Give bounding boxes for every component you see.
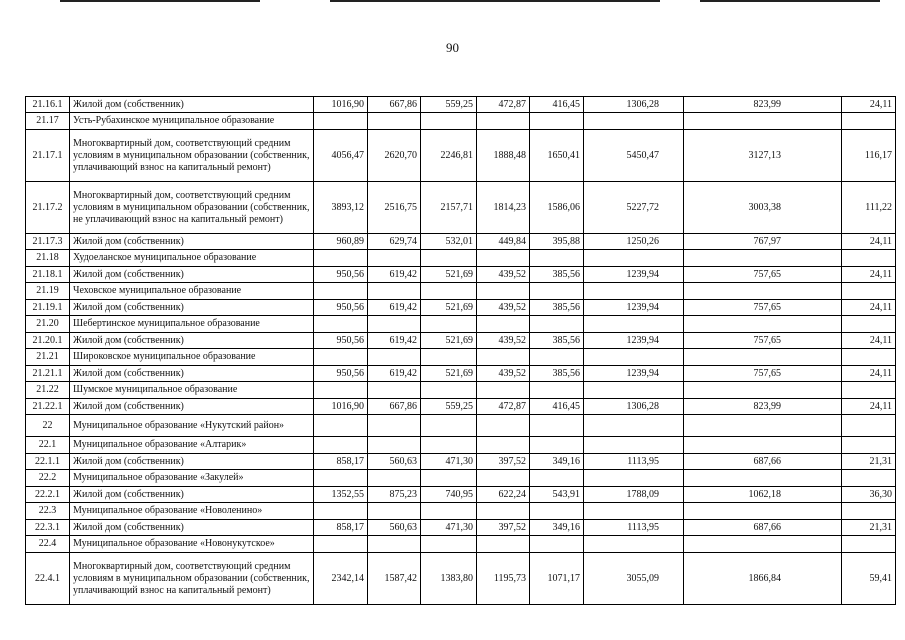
value-cell-7: 823,99 — [684, 97, 842, 113]
empty-cell — [314, 415, 368, 437]
value-cell-5: 385,56 — [530, 300, 584, 316]
value-cell-5: 1071,17 — [530, 553, 584, 605]
row-code: 22.1 — [26, 437, 70, 454]
row-code: 21.18 — [26, 250, 70, 267]
row-description: Жилой дом (собственник) — [70, 399, 314, 415]
table-row — [26, 470, 896, 487]
empty-cell — [477, 437, 530, 454]
empty-cell — [684, 113, 842, 130]
empty-cell — [477, 503, 530, 520]
row-description: Многоквартирный дом, соответствующий средним условиям в муниципальном образовании (собственник, не уплачивающий взнос на капитальный ремонт) — [70, 182, 314, 234]
empty-cell — [684, 470, 842, 487]
value-cell-4: 439,52 — [477, 333, 530, 349]
row-code: 21.22 — [26, 382, 70, 399]
empty-cell — [684, 437, 842, 454]
table-row — [26, 113, 896, 130]
value-cell-1: 950,56 — [314, 333, 368, 349]
empty-cell — [842, 536, 896, 553]
table-row — [26, 399, 896, 415]
value-cell-3: 521,69 — [421, 267, 477, 283]
table-row — [26, 503, 896, 520]
value-cell-7: 687,66 — [684, 454, 842, 470]
value-cell-5: 385,56 — [530, 333, 584, 349]
value-cell-6: 1239,94 — [584, 300, 684, 316]
empty-cell — [684, 349, 842, 366]
row-code: 21.18.1 — [26, 267, 70, 283]
value-cell-2: 619,42 — [368, 333, 421, 349]
value-cell-4: 472,87 — [477, 97, 530, 113]
empty-cell — [368, 503, 421, 520]
value-cell-1: 1352,55 — [314, 487, 368, 503]
row-municipality: Муниципальное образование «Закулей» — [70, 470, 314, 487]
row-code: 21.19.1 — [26, 300, 70, 316]
row-description: Жилой дом (собственник) — [70, 234, 314, 250]
value-cell-2: 667,86 — [368, 399, 421, 415]
row-municipality: Муниципальное образование «Нукутский район» — [70, 415, 314, 437]
empty-cell — [584, 382, 684, 399]
value-cell-6: 1250,26 — [584, 234, 684, 250]
value-cell-2: 667,86 — [368, 97, 421, 113]
value-cell-5: 385,56 — [530, 267, 584, 283]
empty-cell — [584, 316, 684, 333]
row-municipality: Муниципальное образование «Алтарик» — [70, 437, 314, 454]
empty-cell — [314, 349, 368, 366]
table-row — [26, 415, 896, 437]
empty-cell — [684, 382, 842, 399]
value-cell-7: 757,65 — [684, 333, 842, 349]
table-row — [26, 437, 896, 454]
empty-cell — [421, 382, 477, 399]
empty-cell — [368, 415, 421, 437]
value-cell-3: 559,25 — [421, 97, 477, 113]
row-description: Жилой дом (собственник) — [70, 487, 314, 503]
row-code: 21.17.1 — [26, 130, 70, 182]
value-cell-5: 349,16 — [530, 520, 584, 536]
value-cell-3: 1383,80 — [421, 553, 477, 605]
row-municipality: Широковское муниципальное образование — [70, 349, 314, 366]
empty-cell — [421, 316, 477, 333]
empty-cell — [684, 536, 842, 553]
value-cell-2: 875,23 — [368, 487, 421, 503]
empty-cell — [477, 470, 530, 487]
value-cell-3: 521,69 — [421, 300, 477, 316]
empty-cell — [584, 536, 684, 553]
empty-cell — [842, 415, 896, 437]
tariff-table — [25, 96, 896, 605]
value-cell-4: 1888,48 — [477, 130, 530, 182]
value-cell-6: 1239,94 — [584, 267, 684, 283]
empty-cell — [530, 382, 584, 399]
value-cell-4: 1195,73 — [477, 553, 530, 605]
value-cell-1: 858,17 — [314, 454, 368, 470]
empty-cell — [530, 250, 584, 267]
empty-cell — [368, 349, 421, 366]
table-row — [26, 182, 896, 234]
row-code: 22.2 — [26, 470, 70, 487]
row-code: 21.19 — [26, 283, 70, 300]
empty-cell — [314, 113, 368, 130]
value-cell-7: 757,65 — [684, 300, 842, 316]
value-cell-5: 1650,41 — [530, 130, 584, 182]
value-cell-6: 1788,09 — [584, 487, 684, 503]
row-code: 21.17.3 — [26, 234, 70, 250]
value-cell-3: 2157,71 — [421, 182, 477, 234]
table-row — [26, 316, 896, 333]
value-cell-1: 950,56 — [314, 300, 368, 316]
value-cell-3: 740,95 — [421, 487, 477, 503]
table-row — [26, 536, 896, 553]
table-row — [26, 454, 896, 470]
value-cell-7: 767,97 — [684, 234, 842, 250]
table-row — [26, 333, 896, 349]
value-cell-5: 1586,06 — [530, 182, 584, 234]
row-code: 22.1.1 — [26, 454, 70, 470]
empty-cell — [477, 316, 530, 333]
value-cell-8: 21,31 — [842, 520, 896, 536]
value-cell-2: 619,42 — [368, 366, 421, 382]
value-cell-8: 36,30 — [842, 487, 896, 503]
value-cell-3: 532,01 — [421, 234, 477, 250]
value-cell-1: 858,17 — [314, 520, 368, 536]
empty-cell — [530, 316, 584, 333]
empty-cell — [477, 382, 530, 399]
empty-cell — [530, 415, 584, 437]
value-cell-6: 3055,09 — [584, 553, 684, 605]
value-cell-8: 116,17 — [842, 130, 896, 182]
table-row — [26, 349, 896, 366]
row-code: 21.17.2 — [26, 182, 70, 234]
value-cell-3: 471,30 — [421, 520, 477, 536]
value-cell-6: 5227,72 — [584, 182, 684, 234]
value-cell-8: 24,11 — [842, 366, 896, 382]
value-cell-8: 24,11 — [842, 333, 896, 349]
empty-cell — [421, 415, 477, 437]
empty-cell — [368, 382, 421, 399]
row-code: 22.4.1 — [26, 553, 70, 605]
value-cell-5: 416,45 — [530, 399, 584, 415]
row-municipality: Чеховское муниципальное образование — [70, 283, 314, 300]
empty-cell — [684, 316, 842, 333]
row-municipality: Усть-Рубахинское муниципальное образование — [70, 113, 314, 130]
empty-cell — [584, 470, 684, 487]
row-code: 21.16.1 — [26, 97, 70, 113]
empty-cell — [421, 349, 477, 366]
table-body — [26, 97, 896, 605]
value-cell-5: 395,88 — [530, 234, 584, 250]
value-cell-7: 1866,84 — [684, 553, 842, 605]
empty-cell — [530, 470, 584, 487]
empty-cell — [584, 250, 684, 267]
empty-cell — [314, 437, 368, 454]
empty-cell — [314, 250, 368, 267]
empty-cell — [314, 316, 368, 333]
row-code: 21.17 — [26, 113, 70, 130]
empty-cell — [684, 283, 842, 300]
table-row — [26, 130, 896, 182]
empty-cell — [421, 113, 477, 130]
value-cell-7: 757,65 — [684, 267, 842, 283]
empty-cell — [584, 503, 684, 520]
value-cell-2: 560,63 — [368, 520, 421, 536]
value-cell-1: 1016,90 — [314, 399, 368, 415]
empty-cell — [842, 349, 896, 366]
empty-cell — [368, 113, 421, 130]
row-description: Жилой дом (собственник) — [70, 454, 314, 470]
value-cell-8: 24,11 — [842, 234, 896, 250]
empty-cell — [477, 415, 530, 437]
value-cell-2: 560,63 — [368, 454, 421, 470]
value-cell-7: 687,66 — [684, 520, 842, 536]
row-description: Жилой дом (собственник) — [70, 520, 314, 536]
row-municipality: Шебертинское муниципальное образование — [70, 316, 314, 333]
value-cell-8: 59,41 — [842, 553, 896, 605]
value-cell-3: 471,30 — [421, 454, 477, 470]
value-cell-3: 521,69 — [421, 333, 477, 349]
value-cell-6: 1113,95 — [584, 520, 684, 536]
empty-cell — [684, 415, 842, 437]
scan-top-edge-line — [700, 0, 880, 2]
value-cell-4: 622,24 — [477, 487, 530, 503]
value-cell-4: 439,52 — [477, 267, 530, 283]
empty-cell — [842, 113, 896, 130]
value-cell-4: 397,52 — [477, 454, 530, 470]
row-municipality: Шумское муниципальное образование — [70, 382, 314, 399]
table-row — [26, 487, 896, 503]
value-cell-7: 3127,13 — [684, 130, 842, 182]
value-cell-2: 2516,75 — [368, 182, 421, 234]
value-cell-3: 2246,81 — [421, 130, 477, 182]
scan-top-edge-line — [330, 0, 660, 2]
value-cell-5: 543,91 — [530, 487, 584, 503]
empty-cell — [842, 382, 896, 399]
row-municipality: Муниципальное образование «Новонукутское» — [70, 536, 314, 553]
value-cell-6: 1239,94 — [584, 366, 684, 382]
page-number: 90 — [446, 40, 459, 55]
row-code: 22.4 — [26, 536, 70, 553]
empty-cell — [368, 470, 421, 487]
value-cell-1: 3893,12 — [314, 182, 368, 234]
row-code: 21.21.1 — [26, 366, 70, 382]
value-cell-5: 416,45 — [530, 97, 584, 113]
empty-cell — [421, 250, 477, 267]
value-cell-1: 2342,14 — [314, 553, 368, 605]
value-cell-6: 1306,28 — [584, 399, 684, 415]
value-cell-6: 1306,28 — [584, 97, 684, 113]
empty-cell — [477, 536, 530, 553]
table-row — [26, 382, 896, 399]
table-row — [26, 234, 896, 250]
empty-cell — [314, 470, 368, 487]
value-cell-6: 1113,95 — [584, 454, 684, 470]
value-cell-5: 385,56 — [530, 366, 584, 382]
row-description: Многоквартирный дом, соответствующий средним условиям в муниципальном образовании (собственник, уплачивающий взнос на капитальный ремонт) — [70, 553, 314, 605]
table-row — [26, 267, 896, 283]
empty-cell — [584, 113, 684, 130]
empty-cell — [584, 283, 684, 300]
row-code: 22 — [26, 415, 70, 437]
row-municipality: Худоеланское муниципальное образование — [70, 250, 314, 267]
empty-cell — [314, 382, 368, 399]
value-cell-8: 111,22 — [842, 182, 896, 234]
table-row — [26, 283, 896, 300]
empty-cell — [421, 470, 477, 487]
empty-cell — [477, 283, 530, 300]
value-cell-4: 439,52 — [477, 366, 530, 382]
empty-cell — [842, 316, 896, 333]
empty-cell — [477, 349, 530, 366]
empty-cell — [684, 503, 842, 520]
empty-cell — [584, 349, 684, 366]
value-cell-1: 960,89 — [314, 234, 368, 250]
empty-cell — [530, 503, 584, 520]
value-cell-1: 1016,90 — [314, 97, 368, 113]
empty-cell — [842, 503, 896, 520]
row-code: 22.3.1 — [26, 520, 70, 536]
table-row — [26, 300, 896, 316]
value-cell-2: 1587,42 — [368, 553, 421, 605]
value-cell-1: 950,56 — [314, 267, 368, 283]
value-cell-2: 619,42 — [368, 300, 421, 316]
value-cell-5: 349,16 — [530, 454, 584, 470]
value-cell-8: 24,11 — [842, 97, 896, 113]
row-code: 22.3 — [26, 503, 70, 520]
empty-cell — [368, 536, 421, 553]
empty-cell — [368, 316, 421, 333]
empty-cell — [530, 437, 584, 454]
empty-cell — [584, 437, 684, 454]
value-cell-6: 5450,47 — [584, 130, 684, 182]
empty-cell — [421, 536, 477, 553]
row-description: Жилой дом (собственник) — [70, 333, 314, 349]
empty-cell — [477, 113, 530, 130]
row-code: 21.22.1 — [26, 399, 70, 415]
value-cell-2: 619,42 — [368, 267, 421, 283]
value-cell-3: 559,25 — [421, 399, 477, 415]
row-description: Жилой дом (собственник) — [70, 366, 314, 382]
value-cell-2: 629,74 — [368, 234, 421, 250]
empty-cell — [421, 437, 477, 454]
value-cell-1: 4056,47 — [314, 130, 368, 182]
value-cell-6: 1239,94 — [584, 333, 684, 349]
row-description: Жилой дом (собственник) — [70, 267, 314, 283]
row-description: Жилой дом (собственник) — [70, 97, 314, 113]
empty-cell — [314, 536, 368, 553]
value-cell-8: 24,11 — [842, 399, 896, 415]
value-cell-4: 472,87 — [477, 399, 530, 415]
empty-cell — [842, 283, 896, 300]
row-code: 21.20 — [26, 316, 70, 333]
value-cell-4: 439,52 — [477, 300, 530, 316]
row-municipality: Муниципальное образование «Новоленино» — [70, 503, 314, 520]
row-description: Многоквартирный дом, соответствующий средним условиям в муниципальном образовании (собственник, уплачивающий взнос на капитальный ремонт) — [70, 130, 314, 182]
row-code: 21.21 — [26, 349, 70, 366]
value-cell-4: 397,52 — [477, 520, 530, 536]
value-cell-4: 1814,23 — [477, 182, 530, 234]
empty-cell — [368, 437, 421, 454]
value-cell-8: 21,31 — [842, 454, 896, 470]
table-row — [26, 97, 896, 113]
table-row — [26, 366, 896, 382]
value-cell-8: 24,11 — [842, 267, 896, 283]
value-cell-7: 1062,18 — [684, 487, 842, 503]
table-row — [26, 520, 896, 536]
row-code: 22.2.1 — [26, 487, 70, 503]
value-cell-4: 449,84 — [477, 234, 530, 250]
table-row — [26, 553, 896, 605]
empty-cell — [421, 283, 477, 300]
value-cell-7: 3003,38 — [684, 182, 842, 234]
empty-cell — [530, 536, 584, 553]
value-cell-3: 521,69 — [421, 366, 477, 382]
empty-cell — [584, 415, 684, 437]
empty-cell — [842, 437, 896, 454]
empty-cell — [314, 283, 368, 300]
empty-cell — [530, 113, 584, 130]
empty-cell — [530, 283, 584, 300]
value-cell-1: 950,56 — [314, 366, 368, 382]
empty-cell — [477, 250, 530, 267]
empty-cell — [842, 470, 896, 487]
empty-cell — [842, 250, 896, 267]
empty-cell — [368, 283, 421, 300]
value-cell-7: 757,65 — [684, 366, 842, 382]
empty-cell — [684, 250, 842, 267]
scan-top-edge-line — [60, 0, 260, 2]
value-cell-2: 2620,70 — [368, 130, 421, 182]
empty-cell — [421, 503, 477, 520]
row-description: Жилой дом (собственник) — [70, 300, 314, 316]
table-row — [26, 250, 896, 267]
empty-cell — [314, 503, 368, 520]
row-code: 21.20.1 — [26, 333, 70, 349]
value-cell-8: 24,11 — [842, 300, 896, 316]
empty-cell — [530, 349, 584, 366]
empty-cell — [368, 250, 421, 267]
value-cell-7: 823,99 — [684, 399, 842, 415]
